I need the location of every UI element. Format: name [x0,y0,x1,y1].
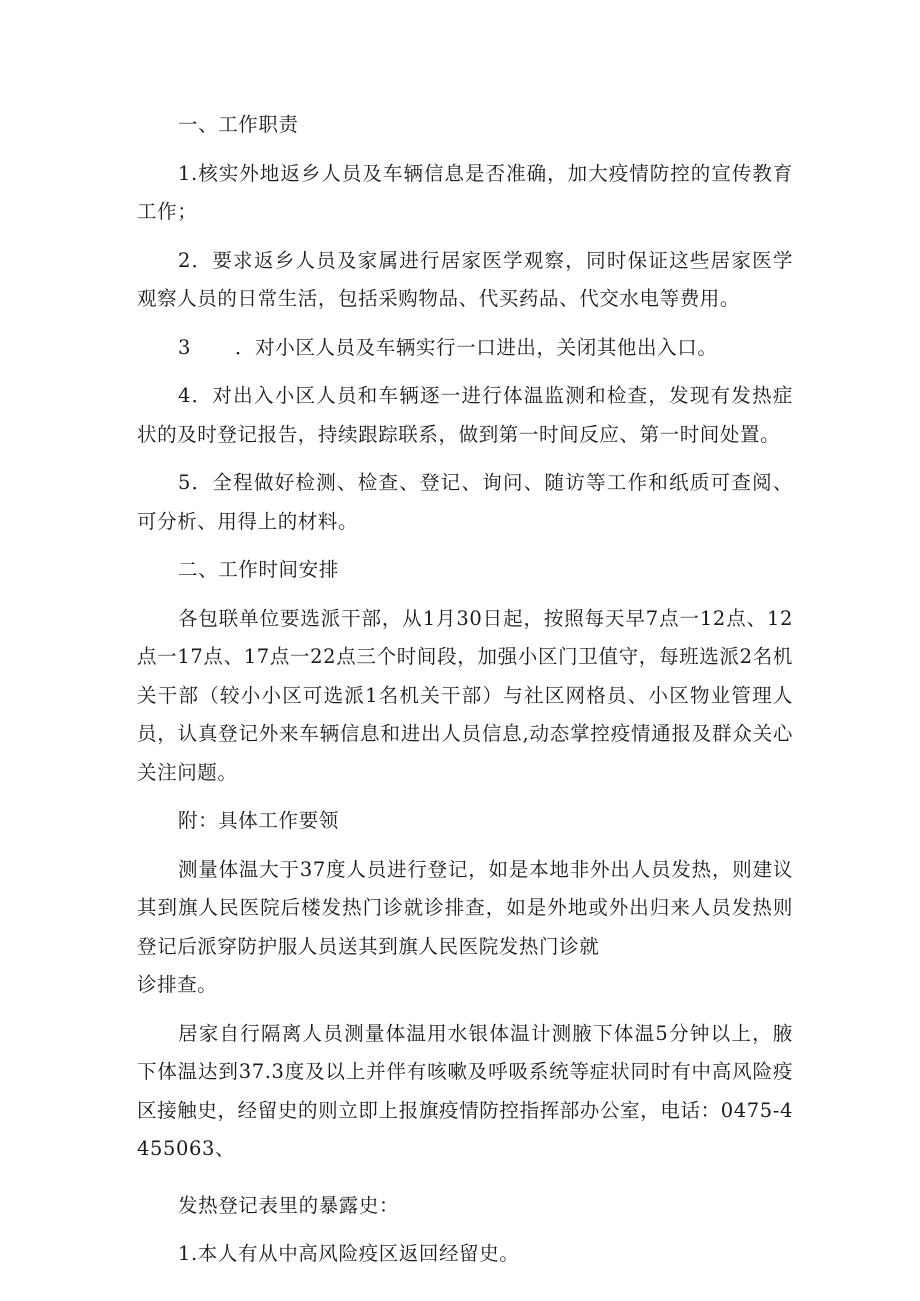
section1-heading: 一、工作职责 [178,113,299,136]
exposure-heading: 发热登记表里的暴露史： [178,1193,400,1217]
schedule-paragraph: 各包联单位要选派干部，从1月30日起，按照每天早7点一12点、12点一17点、17点一22点三个时间段，加强小区门卫值守，每班选派2名机关干部（较小小区可选派1名机关干部）与社区网格员、小区物业管理人员，认真登记外来车辆信息和进出人员信息,动态掌控疫情通报及群众关心关注问题。 [137,606,793,784]
duty-item-1: 1.核实外地返乡人员及车辆信息是否准确，加大疫情防控的宣传教育工作； [137,161,793,223]
duty-item-5: 5．全程做好检测、检查、登记、询问、随访等工作和纸质可查阅、可分析、用得上的材料。 [137,471,793,533]
appendix-heading: 附：具体工作要领 [178,809,339,832]
home-isolation-paragraph: 居家自行隔离人员测量体温用水银体温计测腋下体温5分钟以上，腋下体温达到37.3度及以上并伴有咳嗽及呼吸系统等症状同时有中高风险疫区接触史，经留史的则立即上报旗疫情防控指挥部办公室，电话：0475-4455063、 [137,1021,793,1160]
duty-item-2: 2．要求返乡人员及家属进行居家医学观察，同时保证这些居家医学观察人员的日常生活，包括采购物品、代买药品、代交水电等费用。 [137,248,793,310]
exposure-item-1: 1.本人有从中高风险疫区返回经留史。 [178,1242,520,1265]
duty-item-3-number: 3 [178,335,192,359]
duty-item-3 [137,329,793,368]
duty-item-4: 4．对出入小区人员和车辆逐一进行体温监测和检查，发现有发热症状的及时登记报告，持续跟踪联系，做到第一时间反应、第一时间处置。 [137,384,793,446]
document-page [137,106,793,1284]
temperature-rule-continuation: 诊排查。 [137,973,218,996]
section2-heading: 二、工作时间安排 [178,558,339,581]
duty-item-3-text: ．对小区人员及车辆实行一口进出，关闭其他出入口。 [235,335,718,359]
temperature-rule-paragraph: 测量体温大于37度人员进行登记，如是本地非外出人员发热，则建议其到旗人民医院后楼发热门诊就诊排查，如是外地或外出归来人员发热则登记后派穿防护服人员送其到旗人民医院发热门诊就 [137,857,793,958]
